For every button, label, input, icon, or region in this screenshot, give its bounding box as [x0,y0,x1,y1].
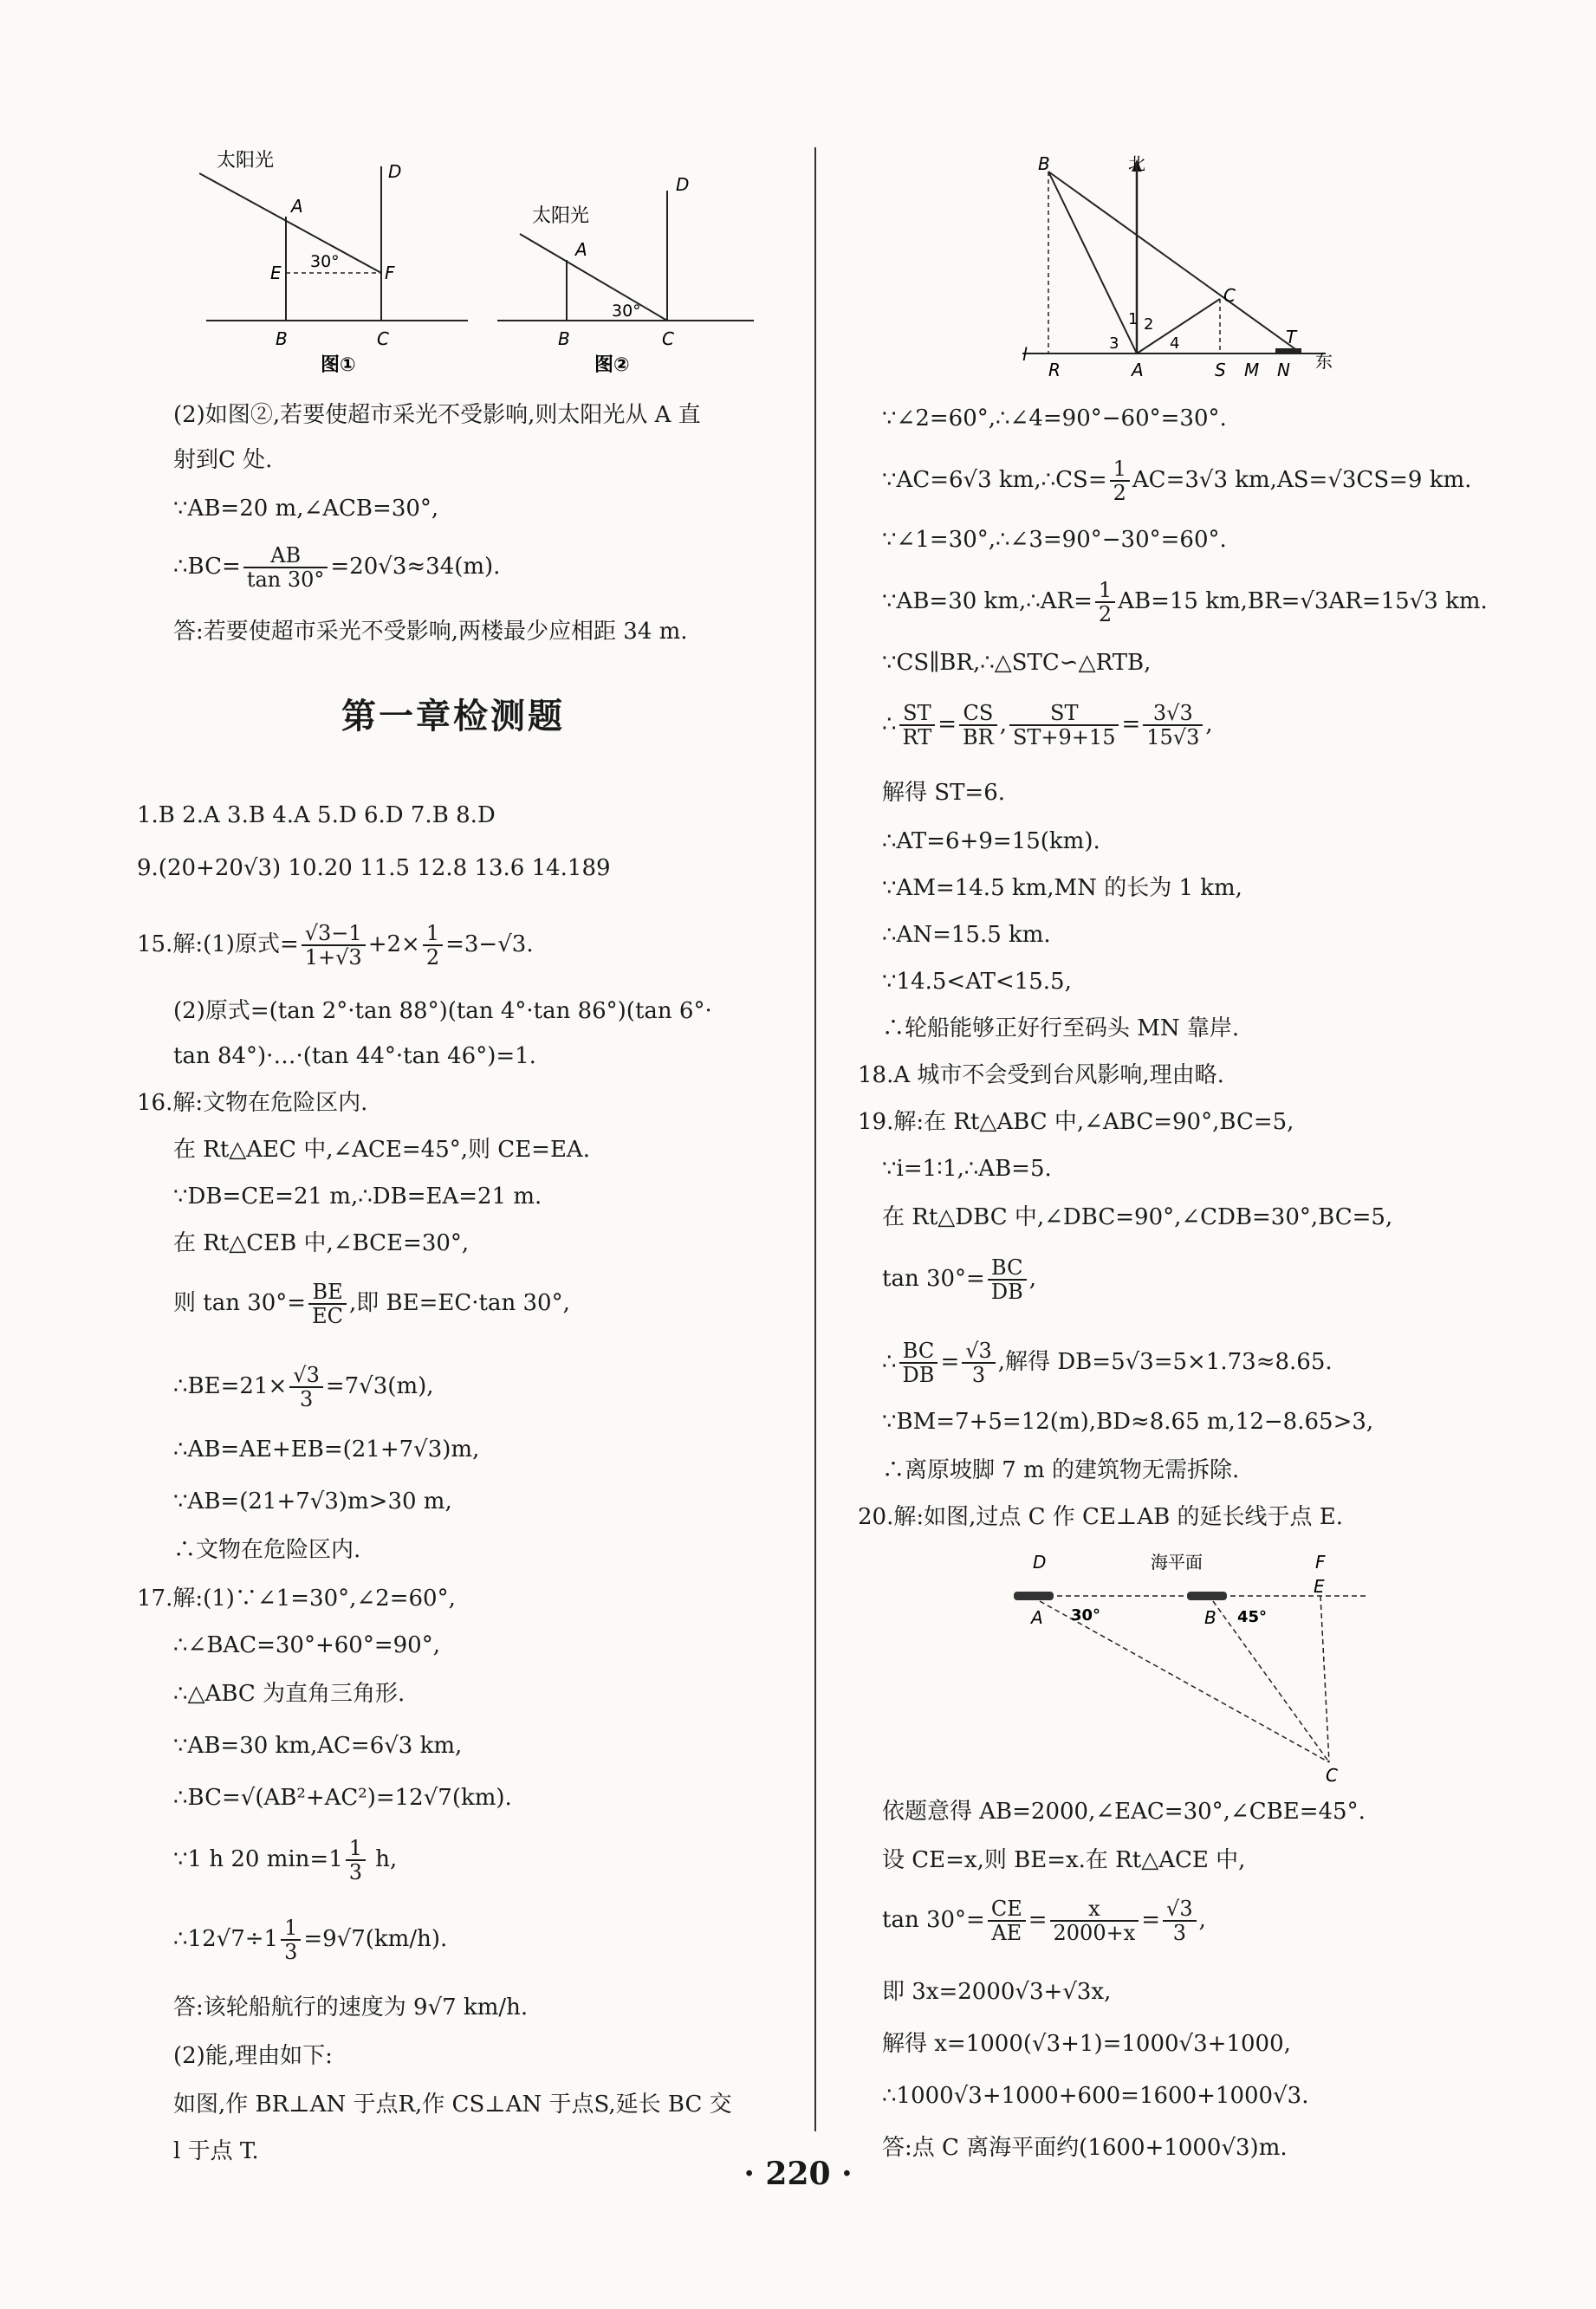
text-line: ∴AN=15.5 km. [882,922,1051,948]
text-line: ∵BM=7+5=12(m),BD≈8.65 m,12−8.65>3, [882,1409,1374,1435]
text-line: 解得 x=1000(√3+1)=1000√3+1000, [882,2031,1291,2057]
svg-text:D: D [676,174,690,195]
svg-text:N: N [1277,360,1290,380]
formula-line: 15.解:(1)原式= $\frac{√3-1}{1+√3}$ +2× $\frac{1}{2}$ =3−√3. [137,921,534,970]
text-line: ∵AM=14.5 km,MN 的长为 1 km, [882,875,1242,901]
svg-text:C: C [377,328,389,349]
text-line: 在 Rt△AEC 中,∠ACE=45°,则 CE=EA. [173,1137,590,1163]
text-line: 依题意得 AB=2000,∠EAC=30°,∠CBE=45°. [882,1799,1366,1825]
text-line: ∴1000√3+1000+600=1600+1000√3. [882,2083,1309,2109]
svg-text:2: 2 [1144,315,1154,334]
text-line: ∴△ABC 为直角三角形. [173,1681,405,1707]
svg-text:F: F [1315,1552,1326,1573]
svg-text:T: T [1286,327,1297,347]
formula-line: ∴12√7÷1 $\frac{1}{3}$ =9√7(km/h). [173,1916,448,1964]
fig1-sun-label: 太阳光 [217,150,275,172]
svg-text:D: D [1033,1552,1047,1573]
text-line: 在 Rt△DBC 中,∠DBC=90°,∠CDB=30°,BC=5, [882,1204,1393,1230]
svg-text:R: R [1048,360,1061,380]
svg-text:30°: 30° [612,302,641,321]
svg-text:l: l [1022,344,1028,365]
text-line: ∴离原坡脚 7 m 的建筑物无需拆除. [882,1457,1240,1483]
text-line: (2)能,理由如下: [173,2043,333,2069]
text-line: ∵CS∥BR,∴△STC∽△RTB, [882,650,1152,676]
text-line: ∵AB=30 km,AC=6√3 km, [173,1733,463,1759]
formula-line: ∵AC=6√3 km,∴CS= $\frac{1}{2}$ AC=3√3 km,AS=√3CS=9 km. [882,457,1472,505]
text-line: ∵i=1∶1,∴AB=5. [882,1156,1052,1182]
svg-text:C: C [1223,285,1236,306]
text-line: 即 3x=2000√3+√3x, [882,1979,1112,2005]
answer-line: 答:若要使超市采光不受影响,两楼最少应相距 34 m. [173,619,688,645]
svg-text:45°: 45° [1237,1608,1268,1626]
text-line: 16.解:文物在危险区内. [137,1090,368,1116]
svg-text:B: B [276,328,288,349]
svg-text:A: A [291,196,303,217]
answer-list: 9.(20+20√3) 10.20 11.5 12.8 13.6 14.189 [137,855,611,881]
formula-line: 则 tan 30°= $\frac{BE}{EC}$ ,即 BE=EC·tan 30°, [173,1280,570,1328]
text-line: ∴AT=6+9=15(km). [882,828,1100,854]
text-line: 射到C 处. [173,447,273,473]
text-line: 17.解:(1)∵∠1=30°,∠2=60°, [137,1586,456,1612]
svg-text:E: E [1314,1576,1325,1597]
text-line: 18.A 城市不会受到台风影响,理由略. [858,1062,1224,1088]
formula-line: tan 30°= $\frac{BC}{DB}$ , [882,1255,1036,1304]
text-line: ∴文物在危险区内. [173,1537,361,1563]
text-line: ∴轮船能够正好行至码头 MN 靠岸. [882,1015,1240,1041]
svg-text:B: B [1204,1607,1216,1628]
svg-text:C: C [1326,1765,1338,1785]
text-line: 20.解:如图,过点 C 作 CE⊥AB 的延长线于点 E. [858,1504,1344,1530]
formula-line: ∵1 h 20 min=1 $\frac{1}{3}$ h, [173,1836,398,1884]
svg-text:海平面: 海平面 [1151,1552,1203,1573]
svg-text:M: M [1244,360,1260,380]
svg-text:东: 东 [1315,351,1333,372]
svg-text:A: A [1031,1607,1043,1628]
svg-text:3: 3 [1109,334,1119,353]
answer-list: 1.B 2.A 3.B 4.A 5.D 6.D 7.B 8.D [137,802,496,828]
text-line: ∵DB=CE=21 m,∴DB=EA=21 m. [173,1184,542,1210]
svg-text:B: B [1038,153,1050,174]
answer-line: 答:点 C 离海平面约(1600+1000√3)m. [882,2135,1288,2161]
text-line: (2)原式=(tan 2°·tan 88°)(tan 4°·tan 86°)(tan 6°· [173,998,712,1024]
text-line: ∴AB=AE+EB=(21+7√3)m, [173,1437,480,1463]
answer-line: 答:该轮船航行的速度为 9√7 km/h. [173,1994,529,2020]
text-line: ∵AB=(21+7√3)m>30 m, [173,1489,452,1514]
text-line: tan 84°)·…·(tan 44°·tan 46°)=1. [173,1043,536,1069]
section-title: 第一章检测题 [341,697,565,736]
text-line: 设 CE=x,则 BE=x.在 Rt△ACE 中, [882,1847,1246,1873]
svg-text:A: A [575,239,587,260]
formula-line: ∴ $\frac{BC}{DB}$ = $\frac{√3}{3}$ ,解得 DB=5√3=5×1.73≈8.65. [882,1339,1333,1387]
svg-text:太阳光: 太阳光 [532,205,590,227]
formula-line: ∴ $\frac{ST}{RT}$ = $\frac{CS}{BR}$ , $\frac{ST}{ST+9+15}$ = $\frac{3√3}{15√3}$ , [882,701,1213,749]
svg-text:1: 1 [1128,310,1139,328]
text-line: ∴∠BAC=30°+60°=90°, [173,1632,440,1658]
text-line: 如图,作 BR⊥AN 于点R,作 CS⊥AN 于点S,延长 BC 交 [173,2092,732,2118]
text-line: ∵∠1=30°,∴∠3=90°−30°=60°. [882,527,1227,553]
svg-text:D: D [388,161,402,182]
svg-text:C: C [662,328,674,349]
text-line: ∵AB=20 m,∠ACB=30°, [173,496,439,522]
figure-2 [494,147,788,373]
formula-line: ∵AB=30 km,∴AR= $\frac{1}{2}$ AB=15 km,BR=√3AR=15√3 km. [882,578,1488,626]
column-divider [814,147,816,2131]
figure-ship-map [1022,147,1369,390]
text-line: l 于点 T. [173,2138,259,2164]
page-number: · 220 · [743,2156,853,2192]
svg-text:北: 北 [1128,153,1145,174]
svg-text:A: A [1132,360,1144,380]
text-line: 解得 ST=6. [882,780,1006,806]
figure-sea-level [1005,1542,1386,1785]
svg-text:E: E [270,263,282,283]
svg-text:30°: 30° [310,252,340,271]
svg-text:图①: 图① [321,354,356,373]
text-line: ∵14.5<AT<15.5, [882,969,1072,995]
svg-text:F: F [385,263,395,283]
svg-text:图②: 图② [594,354,630,373]
formula-line: ∴BC= $\frac{AB}{\tan 30^\circ}$ =20√3≈34(m). [173,543,501,592]
svg-text:B: B [558,328,570,349]
text-line: (2)如图②,若要使超市采光不受影响,则太阳光从 A 直 [173,402,701,428]
svg-text:4: 4 [1170,334,1180,353]
formula-line: tan 30°= $\frac{CE}{AE}$ = $\frac{x}{2000+x}$ = $\frac{√3}{3}$ , [882,1897,1206,1945]
text-line: ∵∠2=60°,∴∠4=90°−60°=30°. [882,405,1227,431]
formula-line: ∴BE=21× $\frac{√3}{3}$ =7√3(m), [173,1363,434,1411]
text-line: 在 Rt△CEB 中,∠BCE=30°, [173,1230,470,1256]
text-line: 19.解:在 Rt△ABC 中,∠ABC=90°,BC=5, [858,1109,1294,1135]
svg-text:S: S [1215,360,1226,380]
svg-text:30°: 30° [1071,1606,1101,1625]
figure-1 [199,147,494,373]
text-line: ∴BC=√(AB²+AC²)=12√7(km). [173,1785,512,1811]
